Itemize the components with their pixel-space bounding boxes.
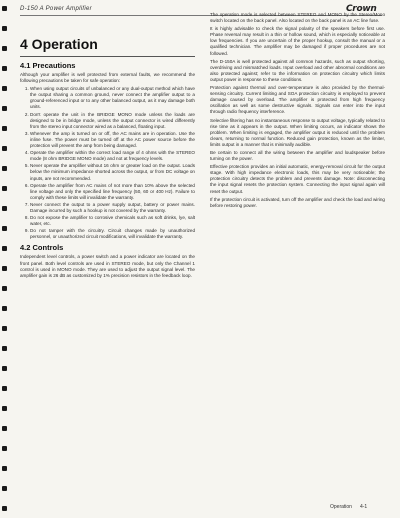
binder-hole <box>2 66 7 71</box>
binder-hole <box>2 46 7 51</box>
brand-logo: Crown <box>346 4 377 14</box>
binder-hole <box>2 346 7 351</box>
binder-hole <box>2 286 7 291</box>
section-title-precautions: 4.1 Precautions <box>20 61 76 70</box>
binder-hole <box>2 486 7 491</box>
chapter-title: 4 Operation <box>20 36 98 52</box>
binder-hole <box>2 406 7 411</box>
binder-hole <box>2 386 7 391</box>
binder-hole <box>2 186 7 191</box>
binder-hole <box>2 246 7 251</box>
list-item: 6. Operate the amplifier from AC mains of not more than 10% above the selected line voltage and only the specified line frequency (50, 60 or 400 Hz). Failure to comply with these limits will invalidate the warranty. <box>30 183 195 201</box>
paragraph: Selective filtering has no instantaneous response to output voltage, typically related to rise time as it appears in the output. When limiting occurs, an indicator shows the problem. When limiting is engaged, the amplifier output is reduced until the problem clears, returning to normal function. Reduced gain protection, known as the limiter, limits output in a manner that is minimally audible. <box>210 117 385 147</box>
paragraph: Be certain to connect all the wiring between the amplifier and loudspeaker before turning on the power. <box>210 149 385 162</box>
binder-hole <box>2 306 7 311</box>
page-number: 4-1 <box>359 504 368 510</box>
list-item: 8. Do not expose the amplifier to corrosive chemicals such as soft drinks, lye, salt water, etc. <box>30 215 195 227</box>
binder-hole <box>2 226 7 231</box>
list-item: 9. Do not tamper with the circuitry. Circuit changes made by unauthorized personnel, or unauthorized circuit modifications, will invalidate the warranty. <box>30 228 195 240</box>
binder-hole <box>2 326 7 331</box>
binder-hole <box>2 426 7 431</box>
paragraph: The D-150A is well protected against all common hazards, such as output shorting, overdriving and mismatched loads. Input overload and other abnormal conditions are also protected against; refer to the information on protection circuitry which limits output power in response to these conditions. <box>210 58 385 82</box>
list-item: 1. When using output circuits of unbalanced or any dual-output method which have the output sharing a common ground, never connect the amplifier output to a ground-referenced input or to any other balanced output, as it may damage both units. <box>30 86 195 110</box>
binder-hole <box>2 146 7 151</box>
paragraph: Effective protection provides an initial automatic, energy-removal circuit for the output stage. With high impedance electronic loads, this may be very noticeable; the protection circuitry detects the problem and prevents damage. Note: disconnecting the input signal resets the protection system. Connecting the input signal again will reset the output. <box>210 164 385 194</box>
binder-hole <box>2 206 7 211</box>
binder-hole <box>2 266 7 271</box>
list-item: 4. Operate the amplifier within the correct load range of 4 ohms with the STEREO mode (8 ohm BRIDGE MONO mode) and not at frequency levels. <box>30 150 195 162</box>
paragraph: If the protection circuit is activated, turn off the amplifier and check the load and wiring before restoring power. <box>210 196 385 208</box>
list-item: 3. Whenever the amp is turned on or off, the AC mains are in operation. Use the inline fuse. The power must be turned off at the AC power source before the protection will prevent the amp from being damaged. <box>30 131 195 149</box>
binder-hole <box>2 106 7 111</box>
binder-hole <box>2 6 7 11</box>
binder-hole <box>2 26 7 31</box>
binder-hole <box>2 446 7 451</box>
list-item: 7. Never connect the output to a power supply output, battery or power mains. Damage incurred by such a hookup is not covered by the warranty. <box>30 202 195 214</box>
binder-hole <box>2 126 7 131</box>
binder-holes <box>2 6 10 512</box>
footer-label: Operation <box>330 504 352 510</box>
paragraph: Protection against thermal and over-temperature is also provided by the thermal-sensing circuitry. Current limiting and SOA protection circuitry is employed to prevent damage caused by overload. The amplifier is protected from high frequency oscillation as well as some destructive signals. Signals can enter into the input through radio frequency interference. <box>210 85 385 115</box>
right-column <box>210 12 385 211</box>
list-item: 5. Never operate the amplifier without 16 ohm or greater load on the output. Loads below the minimum impedance shorted across the output, or from DC voltage on inputs, are not recommended. <box>30 163 195 181</box>
list-item: 2. Don't operate the unit in the BRIDGE MONO mode unless the loads are designed to be in bridge mode, unless the output connector is wired differently from the stereo input connector wired as a balanced, floating input. <box>30 112 195 130</box>
controls-text: Independent level controls, a power switch and a power indicator are located on the front panel. Both level controls are used in STEREO mode, but only the Channel 1 control is used in MONO mode. They are used to adjust the output signal level. The amplifier gain is 26 dB as customized by 1% precision resistors in the feedback loop. <box>20 254 195 278</box>
running-header: D-150 A Power Amplifier <box>20 6 92 12</box>
binder-hole <box>2 506 7 511</box>
paragraph: It is highly advisable to check the signal polarity of the speakers before first use. Phase reversal may result in a thin or hollow sound, which is especially noticeable at low frequencies. If you are uncertain of the proper hookup, consult the manual or a qualified technician. The amplifier may be damaged if proper procedures are not followed. <box>210 26 385 56</box>
left-column <box>20 36 195 281</box>
binder-hole <box>2 86 7 91</box>
paragraph: The operation mode is selected between STEREO and MONO by the Stereo/Mono switch located on the back panel. Also located on the back panel is an AC line fuse. <box>210 12 385 24</box>
page-footer <box>330 504 367 510</box>
precautions-intro: Although your amplifier is well protected from external faults, we recommend the following precautions be taken for safe operation: <box>20 72 195 84</box>
binder-hole <box>2 366 7 371</box>
chapter-rule <box>20 56 195 57</box>
precautions-list <box>20 86 195 240</box>
binder-hole <box>2 166 7 171</box>
binder-hole <box>2 466 7 471</box>
section-title-controls: 4.2 Controls <box>20 243 64 253</box>
